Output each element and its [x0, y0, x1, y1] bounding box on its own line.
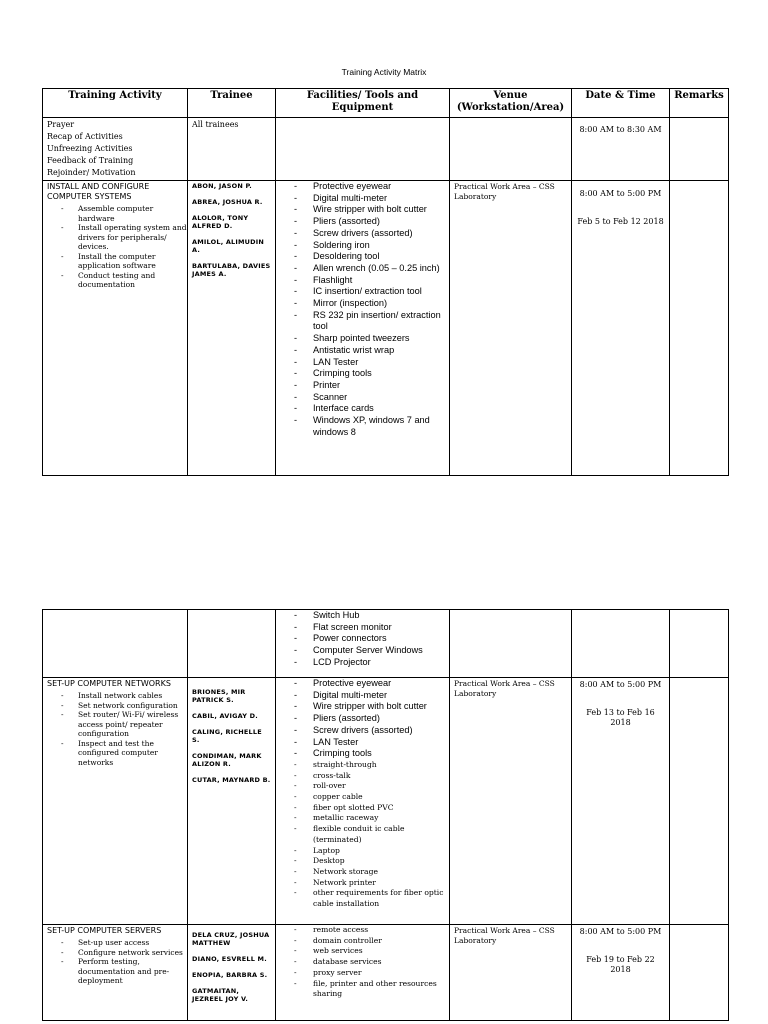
activity-task: - Configure network services	[61, 948, 187, 958]
tool-item: - Scanner	[294, 392, 446, 404]
table-row	[43, 118, 729, 181]
tool-item: - Switch Hub	[294, 610, 446, 622]
activity-task: - Set router/ Wi-Fi/ wireless access point/ repeater configuration	[61, 710, 187, 739]
tool-item: - LAN Tester	[294, 357, 446, 369]
tool-item: - Wire stripper with bolt cutter	[294, 204, 446, 216]
trainee-name: CUTAR, MAYNARD B.	[192, 776, 271, 784]
tool-item: - Desktop	[294, 856, 446, 867]
document-title: Training Activity Matrix	[341, 67, 427, 77]
time-text: 8:00 AM to 8:30 AM	[579, 125, 662, 134]
table-row	[43, 925, 729, 1021]
table-row	[43, 181, 729, 476]
activity-item: Feedback of Training	[47, 156, 134, 165]
tool-item: - Allen wrench (0.05 – 0.25 inch)	[294, 263, 446, 275]
activity-task: - Assemble computer hardware	[61, 204, 187, 223]
tool-item: - proxy server	[294, 968, 446, 979]
venue-text: Practical Work Area – CSS Laboratory	[454, 182, 555, 201]
tool-item: - Network storage	[294, 867, 446, 878]
activity-title: INSTALL AND CONFIGURE COMPUTER SYSTEMS	[47, 182, 150, 201]
tool-item: - Printer	[294, 380, 446, 392]
activity-item: Prayer	[47, 120, 75, 129]
tool-item: - Screw drivers (assorted)	[294, 725, 446, 737]
trainee-name: ALOLOR, TONY ALFRED D.	[192, 214, 249, 230]
tool-item: - Antistatic wrist wrap	[294, 345, 446, 357]
date-text: Feb 5 to Feb 12 2018	[577, 217, 664, 226]
trainee-name: BARTULABA, DAVIES JAMES A.	[192, 262, 271, 278]
date-time-cell	[572, 925, 670, 1021]
header-trainee: Trainee	[188, 89, 276, 118]
tool-item: - remote access	[294, 925, 446, 936]
tool-item: - metallic raceway	[294, 813, 446, 824]
training-matrix-table-page-1	[42, 88, 729, 476]
venue-cell	[450, 678, 572, 925]
facilities-cell	[276, 118, 450, 181]
date-time-cell	[572, 610, 670, 678]
trainee-name: DIANO, ESVRELL M.	[192, 955, 267, 963]
venue-text: Practical Work Area – CSS Laboratory	[454, 926, 555, 945]
remarks-cell	[670, 181, 729, 476]
tool-item: - Flashlight	[294, 275, 446, 287]
tool-item: - Computer Server Windows	[294, 645, 446, 657]
activity-task: - Set network configuration	[61, 701, 187, 711]
trainee-text: All trainees	[192, 120, 239, 129]
tool-item: - Pliers (assorted)	[294, 713, 446, 725]
remarks-cell	[670, 678, 729, 925]
tool-item: - file, printer and other resources sharing	[294, 979, 446, 1000]
header-facilities: Facilities/ Tools and Equipment	[276, 89, 450, 118]
activity-item: Rejoinder/ Motivation	[47, 168, 136, 177]
tool-item: - cross-talk	[294, 771, 446, 782]
tool-item: - RS 232 pin insertion/ extraction tool	[294, 310, 446, 333]
date-time-cell	[572, 678, 670, 925]
tool-item: - Flat screen monitor	[294, 622, 446, 634]
trainee-name: CONDIMAN, MARK ALIZON R.	[192, 752, 262, 768]
tool-item: - Desoldering tool	[294, 251, 446, 263]
header-row	[43, 89, 729, 118]
facilities-cell	[276, 678, 450, 925]
activity-cell	[43, 678, 188, 925]
activity-task: - Install the computer application software	[61, 252, 187, 271]
trainee-name: CALING, RICHELLE S.	[192, 728, 262, 744]
activity-title: SET-UP COMPUTER NETWORKS	[47, 679, 171, 688]
tool-item: - Digital multi-meter	[294, 690, 446, 702]
venue-cell	[450, 610, 572, 678]
date-time-cell	[572, 181, 670, 476]
facilities-cell	[276, 925, 450, 1021]
header-remarks: Remarks	[670, 89, 729, 118]
trainee-name: BRIONES, MIR PATRICK S.	[192, 688, 246, 704]
activity-title: SET-UP COMPUTER SERVERS	[47, 926, 162, 935]
tool-item: - Crimping tools	[294, 368, 446, 380]
trainee-cell	[188, 610, 276, 678]
venue-text: Practical Work Area – CSS Laboratory	[454, 679, 555, 698]
header-date-time: Date & Time	[572, 89, 670, 118]
activity-task: - Conduct testing and documentation	[61, 271, 187, 290]
trainee-name: AMILOL, ALIMUDIN A.	[192, 238, 265, 254]
time-text: 8:00 AM to 5:00 PM	[579, 189, 662, 198]
tool-item: - roll-over	[294, 781, 446, 792]
activity-item: Unfreezing Activities	[47, 144, 133, 153]
activity-task: - Install network cables	[61, 691, 187, 701]
tool-item: - Sharp pointed tweezers	[294, 333, 446, 345]
activity-item: Recap of Activities	[47, 132, 123, 141]
tool-item: - Crimping tools	[294, 748, 446, 760]
tool-item: - copper cable	[294, 792, 446, 803]
activity-task: - Set-up user access	[61, 938, 187, 948]
date-time-cell	[572, 118, 670, 181]
tool-item: - domain controller	[294, 936, 446, 947]
tool-item: - Protective eyewear	[294, 181, 446, 193]
tool-item: - Protective eyewear	[294, 678, 446, 690]
training-matrix-table-page-2	[42, 609, 729, 1021]
tool-item: - Mirror (inspection)	[294, 298, 446, 310]
tool-item: - Network printer	[294, 878, 446, 889]
table-row	[43, 610, 729, 678]
trainee-cell	[188, 118, 276, 181]
trainee-name: ABON, JASON P.	[192, 182, 252, 190]
remarks-cell	[670, 925, 729, 1021]
tool-item: - IC insertion/ extraction tool	[294, 286, 446, 298]
tool-item: - Screw drivers (assorted)	[294, 228, 446, 240]
trainee-name: CABIL, AVIGAY D.	[192, 712, 258, 720]
activity-task: - Perform testing, documentation and pre-deployment	[61, 957, 187, 986]
tool-item: - fiber opt slotted PVC	[294, 803, 446, 814]
tool-item: - flexible conduit ic cable (terminated)	[294, 824, 446, 845]
tool-item: - Power connectors	[294, 633, 446, 645]
tool-item: - database services	[294, 957, 446, 968]
tool-item: - Pliers (assorted)	[294, 216, 446, 228]
header-training-activity: Training Activity	[43, 89, 188, 118]
activity-cell	[43, 118, 188, 181]
trainee-name: ENOPIA, BARBRA S.	[192, 971, 268, 979]
venue-cell	[450, 181, 572, 476]
activity-cell	[43, 181, 188, 476]
venue-cell	[450, 118, 572, 181]
tool-item: - other requirements for fiber optic cable installation	[294, 888, 446, 909]
tool-item: - Digital multi-meter	[294, 193, 446, 205]
trainee-name: GATMAITAN, JEZREEL JOY V.	[192, 987, 249, 1003]
tool-item: - Interface cards	[294, 403, 446, 415]
tool-item: - web services	[294, 946, 446, 957]
remarks-cell	[670, 610, 729, 678]
venue-cell	[450, 925, 572, 1021]
tool-item: - Wire stripper with bolt cutter	[294, 701, 446, 713]
date-text: Feb 13 to Feb 16 2018	[586, 708, 655, 727]
trainee-cell	[188, 678, 276, 925]
tool-item: - Soldering iron	[294, 240, 446, 252]
tool-item: - LCD Projector	[294, 657, 446, 669]
activity-task: - Inspect and test the configured computer networks	[61, 739, 187, 768]
facilities-cell	[276, 610, 450, 678]
trainee-cell	[188, 181, 276, 476]
date-text: Feb 19 to Feb 22 2018	[586, 955, 655, 974]
tool-item: - LAN Tester	[294, 737, 446, 749]
remarks-cell	[670, 118, 729, 181]
time-text: 8:00 AM to 5:00 PM	[579, 927, 662, 936]
trainee-name: DELA CRUZ, JOSHUA MATTHEW	[192, 931, 270, 947]
trainee-cell	[188, 925, 276, 1021]
activity-cell	[43, 925, 188, 1021]
table-row	[43, 678, 729, 925]
time-text: 8:00 AM to 5:00 PM	[579, 680, 662, 689]
activity-cell	[43, 610, 188, 678]
trainee-name: ABREA, JOSHUA R.	[192, 198, 263, 206]
facilities-cell	[276, 181, 450, 476]
tool-item: - Laptop	[294, 846, 446, 857]
tool-item: - straight-through	[294, 760, 446, 771]
activity-task: - Install operating system and drivers for peripherals/ devices.	[61, 223, 187, 252]
header-venue: Venue (Workstation/Area)	[450, 89, 572, 118]
tool-item: - Windows XP, windows 7 and windows 8	[294, 415, 446, 438]
